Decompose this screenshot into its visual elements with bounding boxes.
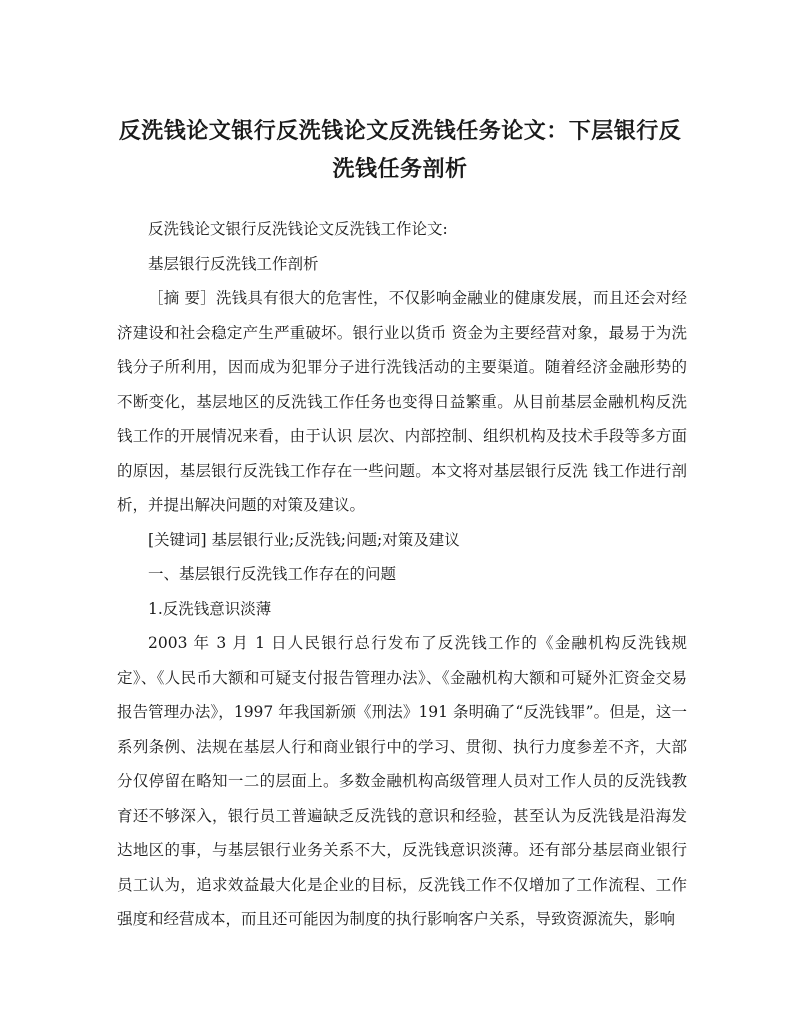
paragraph-body-1: 2003 年 3 月 1 日人民银行总行发布了反洗钱工作的《金融机构反洗钱规定》、《人民币大额和可疑支付报告管理办法》、《金融机构大额和可疑外汇资金交易报告管理办法》，1997 年我国新颁《刑法》191 条明确了“反洗钱罪”。但是，这一系列条例、法规在基层人行和商业银行中的学习、贯彻、执行力度参差不齐，大部分仅停留在略知一二的层面上。多数金融机构高级管理人员对工作人员的反洗钱教育还不够深入，银行员工普遍缺乏反洗钱的意识和经验，甚至认为反洗钱是沿海发达地区的事，与基层银行业务关系不大，反洗钱意识淡薄。还有部分基层商业银行员工认为，追求效益最大化是企业的目标，反洗钱工作不仅增加了工作流程、工作强度和经营成本，而且还可能因为制度的执行影响客户关系，导致资源流失，影响 xyxy=(117,634,687,928)
document-title: 反洗钱论文银行反洗钱论文反洗钱任务论文：下层银行反洗钱任务剖析 xyxy=(118,118,682,182)
document-body xyxy=(117,212,687,937)
subsection-heading-1-1: 1.反洗钱意识淡薄 xyxy=(148,599,272,618)
paragraph-keywords: [关键词] 基层银行业;反洗钱;问题;对策及建议 xyxy=(148,530,460,549)
paragraph-heading-topic: 反洗钱论文银行反洗钱论文反洗钱工作论文: xyxy=(148,220,448,238)
paragraph-abstract: ［摘 要］洗钱具有很大的危害性，不仅影响金融业的健康发展，而且还会对经济建设和社会稳定产生严重破坏。银行业以货币 资金为主要经营对象，最易于为洗钱分子所利用，因而成为犯罪分子进行洗钱活动的主要渠道。随着经济金融形势的 不断变化，基层地区的反洗钱工作任务也变得日益繁重。从目前基层金融机构反洗钱工作的开展情况来看，由于认识 层次、内部控制、组织机构及技术手段等多方面的原因，基层银行反洗钱工作存在一些问题。本文将对基层银行反洗 钱工作进行剖析，并提出解决问题的对策及建议。 xyxy=(117,289,687,514)
section-heading-1: 一、基层银行反洗钱工作存在的问题 xyxy=(148,565,397,583)
paragraph-subtitle: 基层银行反洗钱工作剖析 xyxy=(148,254,319,273)
